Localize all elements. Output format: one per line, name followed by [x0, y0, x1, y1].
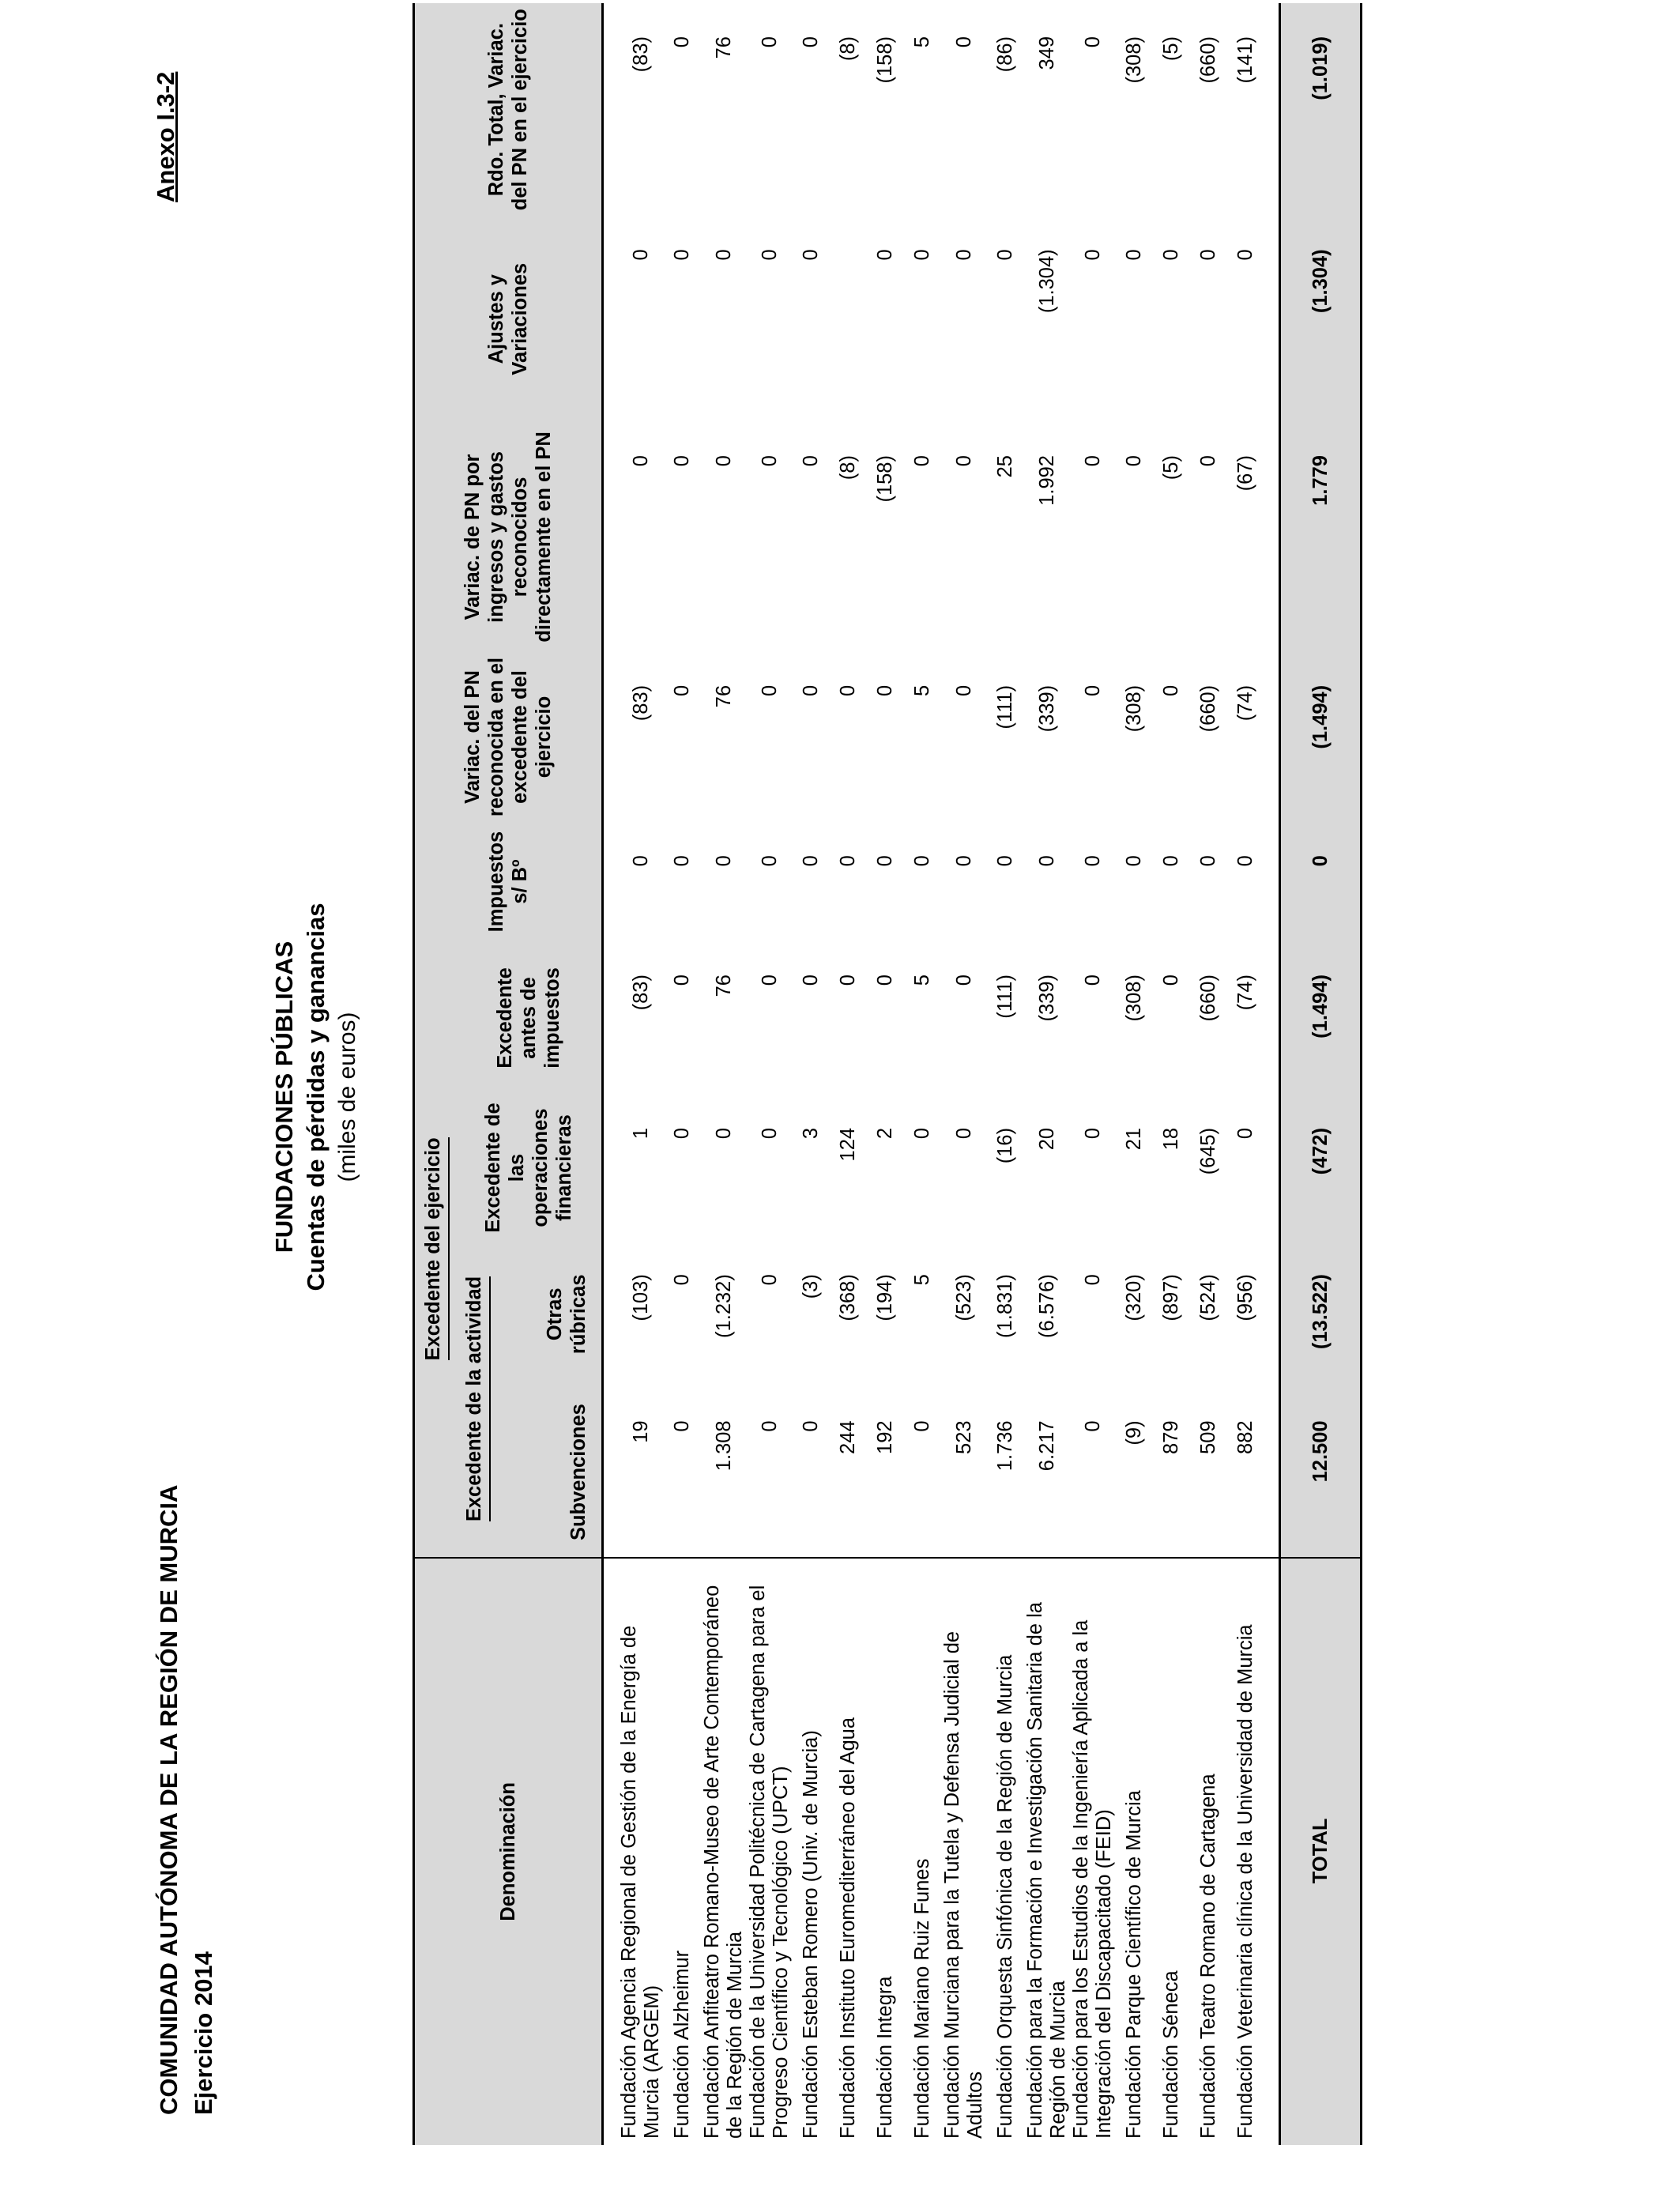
row-value-4: 0	[952, 974, 975, 986]
row-value-4: 0	[800, 974, 822, 986]
table-row	[830, 3, 867, 2145]
row-value-1: 1.736	[994, 1420, 1016, 1472]
table-row	[747, 3, 793, 2145]
table-row	[793, 3, 830, 2145]
row-value-7: 0	[911, 455, 933, 467]
row-value-2: 0	[671, 1274, 693, 1286]
row-denominacion: Fundación Orquesta Sinfónica de la Región de Murcia	[987, 1558, 1024, 2145]
row-value-5: 0	[712, 855, 735, 867]
row-value-4: (308)	[1123, 974, 1145, 1022]
spacer-cell	[1264, 3, 1280, 1558]
table-row	[1116, 3, 1153, 2145]
row-value-7: (5)	[1160, 455, 1182, 481]
page-subtitle: Cuentas de pérdidas y ganancias	[302, 903, 330, 1291]
row-value-9: 0	[671, 36, 693, 48]
total-value-3: (472)	[1280, 1095, 1362, 1241]
row-value-1: 244	[837, 1420, 859, 1454]
row-value-5: 0	[629, 855, 652, 867]
col-variac-pn: Variac. de PN por ingresos y gastos reconocidos directamente en el PN	[414, 422, 602, 652]
row-denominacion: Fundación Séneca	[1153, 1558, 1190, 2145]
row-value-3: 18	[1160, 1127, 1182, 1151]
row-value-7: (8)	[837, 455, 859, 481]
row-value-7: 0	[712, 455, 735, 467]
row-value-2: (897)	[1160, 1274, 1182, 1321]
table-row	[618, 3, 664, 2145]
total-value-5: 0	[1280, 822, 1362, 941]
col-impuestos: Impuestos s/ Bº	[414, 822, 602, 941]
row-value-6: 0	[952, 684, 975, 697]
table-body	[603, 3, 1362, 2145]
row-value-6: 0	[874, 684, 896, 697]
row-value-9: (83)	[629, 36, 652, 73]
row-value-9: (158)	[874, 36, 896, 84]
row-denominacion: Fundación Parque Científico de Murcia	[1116, 1558, 1153, 2145]
row-value-6: (74)	[1234, 684, 1256, 722]
row-value-7: 0	[758, 455, 781, 467]
row-value-3: 1	[629, 1127, 652, 1140]
row-value-3: 2	[874, 1127, 896, 1140]
col-denominacion: Denominación	[414, 1558, 602, 2145]
units-note: (miles de euros)	[334, 1012, 360, 1182]
row-value-1: 523	[952, 1420, 975, 1454]
row-denominacion: Fundación para la Formación e Investigación Sanitaria de la Región de Murcia	[1024, 1558, 1070, 2145]
table-row	[941, 3, 987, 2145]
organization-name: COMUNIDAD AUTÓNOMA DE LA REGIÓN DE MURCIA	[155, 1484, 183, 2115]
row-value-7: 0	[952, 455, 975, 467]
col-rdo-total: Rdo. Total, Variac. del PN en el ejercicio	[414, 3, 602, 216]
col-ajustes: Ajustes y Variaciones	[414, 216, 602, 422]
row-value-6: 5	[911, 684, 933, 697]
row-value-1: 0	[758, 1420, 781, 1432]
row-value-6: 0	[671, 684, 693, 697]
row-value-5: 0	[1035, 855, 1058, 867]
row-value-5: 0	[1197, 855, 1219, 867]
row-value-7: 0	[1197, 455, 1219, 467]
table-titles	[269, 0, 363, 2194]
row-value-2: (194)	[874, 1274, 896, 1321]
row-value-3: 0	[758, 1127, 781, 1140]
row-value-8: 0	[911, 249, 933, 261]
row-value-1: 509	[1197, 1420, 1219, 1454]
group-excedente-ejercicio-label: Excedente del ejercicio	[421, 1137, 450, 1360]
spacer-cell	[1264, 1558, 1280, 2145]
total-value-2: (13.522)	[1280, 1241, 1362, 1387]
table-row	[1153, 3, 1190, 2145]
row-value-1: (9)	[1123, 1420, 1145, 1446]
row-value-5: 0	[1123, 855, 1145, 867]
row-value-9: 0	[952, 36, 975, 48]
row-value-7: 1.992	[1035, 455, 1058, 506]
row-value-9: 76	[712, 36, 735, 59]
spacer-cell	[603, 3, 619, 1558]
row-value-1: 882	[1234, 1420, 1256, 1454]
row-value-9: 5	[911, 36, 933, 48]
row-value-8: 0	[1197, 249, 1219, 261]
total-value-6: (1.494)	[1280, 652, 1362, 822]
row-value-5: 0	[1234, 855, 1256, 867]
row-value-9: (308)	[1123, 36, 1145, 84]
row-denominacion: Fundación Agencia Regional de Gestión de la Energía de Murcia (ARGEM)	[618, 1558, 664, 2145]
col-financieras: Excedente de las operaciones financieras	[456, 1095, 601, 1241]
col-antes-impuestos: Excedente antes de impuestos	[456, 941, 601, 1095]
row-value-3: (645)	[1197, 1127, 1219, 1175]
table-row	[701, 3, 747, 2145]
group-excedente-ejercicio	[414, 941, 457, 1558]
row-value-7: 0	[1123, 455, 1145, 467]
page-title: FUNDACIONES PÚBLICAS	[270, 941, 298, 1253]
row-value-4: 76	[712, 974, 735, 997]
row-denominacion: Fundación Anfiteatro Romano-Museo de Arte Contemporáneo de la Región de Murcia	[701, 1558, 747, 2145]
row-value-2: (956)	[1234, 1274, 1256, 1321]
row-value-2: 5	[911, 1274, 933, 1286]
row-value-5: 0	[874, 855, 896, 867]
row-value-5: 0	[671, 855, 693, 867]
row-value-1: 879	[1160, 1420, 1182, 1454]
row-value-1: 6.217	[1035, 1420, 1058, 1472]
row-value-8: 0	[712, 249, 735, 261]
table-row	[1227, 3, 1264, 2145]
row-value-6: 0	[837, 684, 859, 697]
row-value-3: 124	[837, 1127, 859, 1162]
row-value-6: 76	[712, 684, 735, 708]
row-value-6: 0	[800, 684, 822, 697]
table-row	[1070, 3, 1116, 2145]
row-value-3: 20	[1035, 1127, 1058, 1151]
row-value-1: 1.308	[712, 1420, 735, 1472]
row-value-3: 3	[800, 1127, 822, 1140]
row-value-1: 192	[874, 1420, 896, 1454]
row-value-9: 349	[1035, 36, 1058, 70]
row-value-6: (660)	[1197, 684, 1219, 733]
fiscal-year: Ejercicio 2014	[190, 1951, 217, 2115]
row-value-3: 0	[911, 1127, 933, 1140]
table-row	[664, 3, 701, 2145]
row-value-1: 0	[1081, 1420, 1104, 1432]
row-value-2: (1.831)	[994, 1274, 1016, 1338]
row-denominacion: Fundación Esteban Romero (Univ. de Murcia)	[793, 1558, 830, 2145]
row-value-7: 0	[629, 455, 652, 467]
row-value-6: 0	[758, 684, 781, 697]
row-value-8: 0	[874, 249, 896, 261]
row-denominacion: Fundación Alzheimur	[664, 1558, 701, 2145]
row-denominacion: Fundación de la Universidad Politécnica de Cartagena para el Progreso Científico y Tecnológico (UPCT)	[747, 1558, 793, 2145]
row-value-4: 0	[837, 974, 859, 986]
row-value-4: (339)	[1035, 974, 1058, 1022]
row-denominacion: Fundación Teatro Romano de Cartagena	[1190, 1558, 1227, 2145]
col-subvenciones: Subvenciones	[497, 1387, 601, 1557]
row-value-3: 0	[952, 1127, 975, 1140]
row-value-2: (3)	[800, 1274, 822, 1299]
row-value-8: 0	[1081, 249, 1104, 261]
row-value-5: 0	[800, 855, 822, 867]
document-header	[152, 1485, 221, 2115]
row-value-5: 0	[758, 855, 781, 867]
row-value-9: (660)	[1197, 36, 1219, 84]
row-denominacion: Fundación Instituto Euromediterráneo del Agua	[830, 1558, 867, 2145]
row-value-7: 0	[800, 455, 822, 467]
row-value-2: (6.576)	[1035, 1274, 1058, 1338]
group-excedente-actividad-label: Excedente de la actividad	[462, 1276, 491, 1521]
table-header	[414, 3, 603, 2145]
total-value-1: 12.500	[1280, 1387, 1362, 1557]
table-row	[867, 3, 904, 2145]
row-value-5: 0	[1081, 855, 1104, 867]
total-row	[1280, 3, 1362, 2145]
row-value-4: (74)	[1234, 974, 1256, 1011]
row-denominacion: Fundación Veterinaria clínica de la Universidad de Murcia	[1227, 1558, 1264, 2145]
foundations-table	[412, 3, 1362, 2145]
row-value-8: 0	[952, 249, 975, 261]
row-value-3: 0	[712, 1127, 735, 1140]
row-value-6: 0	[1081, 684, 1104, 697]
row-value-4: 0	[758, 974, 781, 986]
row-value-4: 5	[911, 974, 933, 986]
row-value-9: (8)	[837, 36, 859, 62]
row-value-5: 0	[911, 855, 933, 867]
row-value-2: (1.232)	[712, 1274, 735, 1338]
row-value-3: 0	[1081, 1127, 1104, 1140]
row-value-9: 0	[800, 36, 822, 48]
table-row	[987, 3, 1024, 2145]
row-value-4: (83)	[629, 974, 652, 1011]
row-value-1: 19	[629, 1420, 652, 1443]
row-value-9: (141)	[1234, 36, 1256, 84]
row-denominacion: Fundación Mariano Ruiz Funes	[904, 1558, 941, 2145]
row-value-8: 0	[994, 249, 1016, 261]
row-value-7: 0	[671, 455, 693, 467]
row-value-9: 0	[758, 36, 781, 48]
row-value-4: 0	[671, 974, 693, 986]
row-value-3: 21	[1123, 1127, 1145, 1151]
row-value-7: (67)	[1234, 455, 1256, 492]
total-value-9: (1.019)	[1280, 3, 1362, 216]
row-value-2: (524)	[1197, 1274, 1219, 1321]
total-value-7: 1.779	[1280, 422, 1362, 652]
row-value-5: 0	[952, 855, 975, 867]
row-value-1: 0	[671, 1420, 693, 1432]
row-value-8: 0	[671, 249, 693, 261]
row-value-5: 0	[1160, 855, 1182, 867]
row-value-8: 0	[1160, 249, 1182, 261]
row-value-4: (660)	[1197, 974, 1219, 1022]
col-variac-excedente: Variac. del PN reconocida en el excedente del ejercicio	[414, 652, 602, 822]
row-value-7: (158)	[874, 455, 896, 503]
total-value-8: (1.304)	[1280, 216, 1362, 422]
row-value-8: 0	[758, 249, 781, 261]
row-value-2: (320)	[1123, 1274, 1145, 1321]
row-value-5: 0	[837, 855, 859, 867]
row-value-6: (339)	[1035, 684, 1058, 733]
row-value-2: 0	[758, 1274, 781, 1286]
row-value-2: 0	[1081, 1274, 1104, 1286]
group-excedente-actividad	[456, 1241, 497, 1558]
col-otras-rubricas: Otras rúbricas	[497, 1241, 601, 1387]
row-value-7: 0	[1081, 455, 1104, 467]
row-value-8: 0	[800, 249, 822, 261]
total-value-4: (1.494)	[1280, 941, 1362, 1095]
table-row	[1024, 3, 1070, 2145]
table-row	[1190, 3, 1227, 2145]
row-value-2: (103)	[629, 1274, 652, 1321]
row-value-3: 0	[671, 1127, 693, 1140]
row-value-8: (1.304)	[1035, 249, 1058, 314]
row-value-9: (5)	[1160, 36, 1182, 62]
row-denominacion: Fundación Integra	[867, 1558, 904, 2145]
row-denominacion: Fundación Murciana para la Tutela y Defensa Judicial de Adultos	[941, 1558, 987, 2145]
row-value-1: 0	[911, 1420, 933, 1432]
row-value-2: (523)	[952, 1274, 975, 1321]
row-value-8: 0	[1234, 249, 1256, 261]
row-value-4: 0	[1160, 974, 1182, 986]
row-value-3: (16)	[994, 1127, 1016, 1164]
row-value-9: (86)	[994, 36, 1016, 73]
row-value-3: 0	[1234, 1127, 1256, 1140]
row-value-6: (83)	[629, 684, 652, 722]
row-value-2: (368)	[837, 1274, 859, 1321]
row-value-6: (111)	[994, 684, 1016, 729]
table-row	[904, 3, 941, 2145]
annex-label: Anexo I.3-2	[152, 71, 179, 202]
row-value-1: 0	[800, 1420, 822, 1432]
row-value-7: 25	[994, 455, 1016, 478]
row-value-5: 0	[994, 855, 1016, 867]
row-value-6: (308)	[1123, 684, 1145, 733]
row-value-4: 0	[874, 974, 896, 986]
row-value-6: 0	[1160, 684, 1182, 697]
total-label: TOTAL	[1280, 1558, 1362, 2145]
row-value-8: 0	[1123, 249, 1145, 261]
row-value-8	[830, 216, 867, 422]
row-denominacion: Fundación para los Estudios de la Ingeniería Aplicada a la Integración del Discapacitado (FEID)	[1070, 1558, 1116, 2145]
row-value-4: (111)	[994, 974, 1016, 1019]
row-value-8: 0	[629, 249, 652, 261]
row-value-9: 0	[1081, 36, 1104, 48]
spacer-cell	[603, 1558, 619, 2145]
row-value-4: 0	[1081, 974, 1104, 986]
